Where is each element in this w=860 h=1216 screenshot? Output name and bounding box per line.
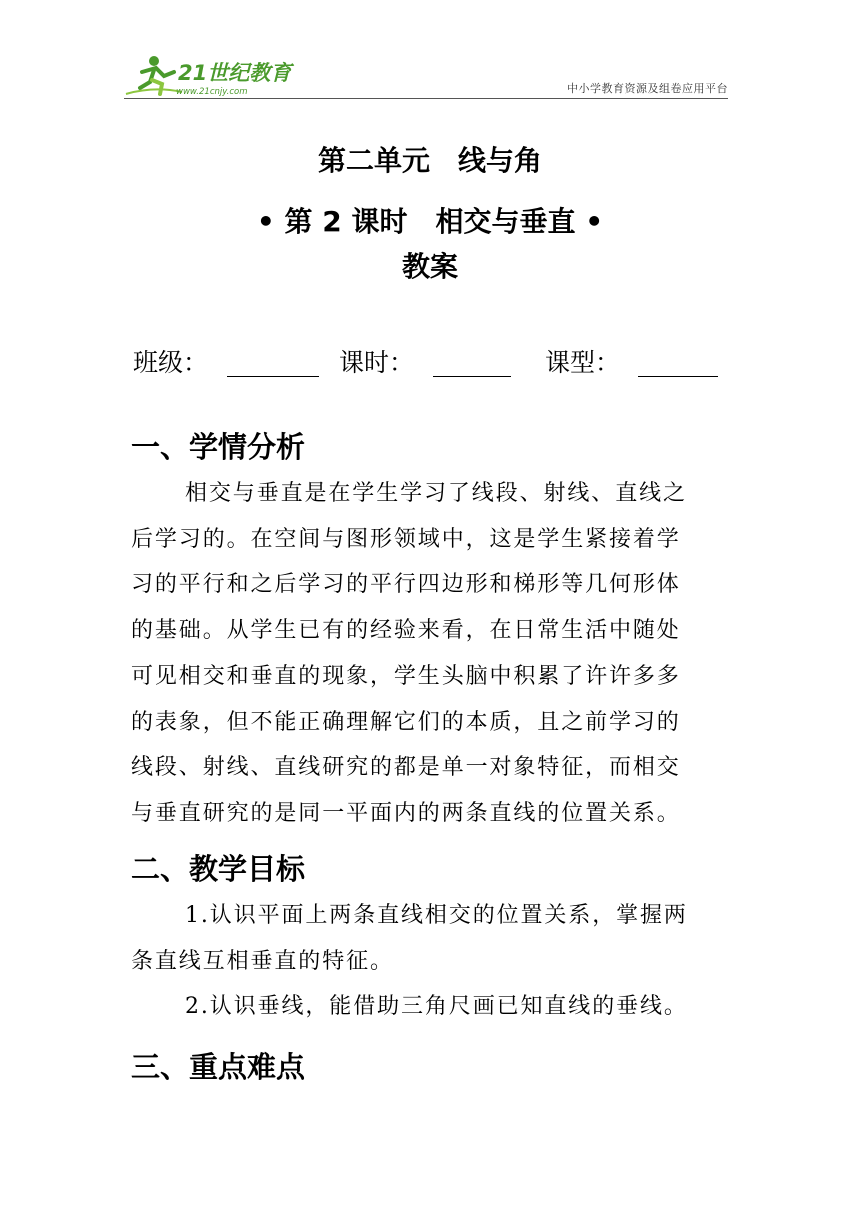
section-heading: 二、教学目标 <box>131 852 306 886</box>
logo-url: www.21cnjy.com <box>176 87 248 97</box>
lesson-title: • 第 2 课时 相交与垂直 • <box>256 205 604 238</box>
text-line: 的表象，但不能正确理解它们的本质，且之前学习的 <box>131 709 681 735</box>
unit-title: 第二单元 线与角 <box>317 144 542 177</box>
text-line: 2.认识垂线，能借助三角尺画已知直线的垂线。 <box>185 994 688 1020</box>
text-line: 可见相交和垂直的现象，学生头脑中积累了许许多多 <box>131 663 681 689</box>
info-fields <box>133 343 733 379</box>
section-heading: 一、学情分析 <box>131 430 306 464</box>
text-line: 条直线互相垂直的特征。 <box>131 948 394 974</box>
21cnjy-logo <box>124 52 304 98</box>
text-line: 相交与垂直是在学生学习了线段、射线、直线之 <box>185 481 687 506</box>
logo-text: 21世纪教育 <box>178 61 292 85</box>
text-line: 后学习的。在空间与图形领域中，这是学生紧接着学 <box>131 526 681 552</box>
text-line: 线段、射线、直线研究的都是单一对象特征，而相交 <box>131 755 681 781</box>
type-label: 课型： <box>545 348 621 377</box>
period-blank <box>433 376 511 377</box>
section-body <box>131 893 731 1030</box>
page-header <box>124 52 728 102</box>
text-line: 与垂直研究的是同一平面内的两条直线的位置关系。 <box>131 800 681 826</box>
section-heading: 三、重点难点 <box>131 1050 306 1084</box>
text-line: 的基础。从学生已有的经验来看，在日常生活中随处 <box>131 618 681 644</box>
class-blank <box>227 376 319 377</box>
text-line: 习的平行和之后学习的平行四边形和梯形等几何形体 <box>131 572 681 598</box>
text-line: 1.认识平面上两条直线相交的位置关系，掌握两 <box>185 903 688 928</box>
doc-type-title: 教案 <box>401 250 458 283</box>
platform-name: 中小学教育资源及组卷应用平台 <box>567 82 728 95</box>
class-label: 班级： <box>133 348 209 377</box>
period-label: 课时： <box>339 348 415 377</box>
type-blank <box>638 376 718 377</box>
section-body <box>131 471 731 837</box>
header-divider <box>124 98 728 99</box>
